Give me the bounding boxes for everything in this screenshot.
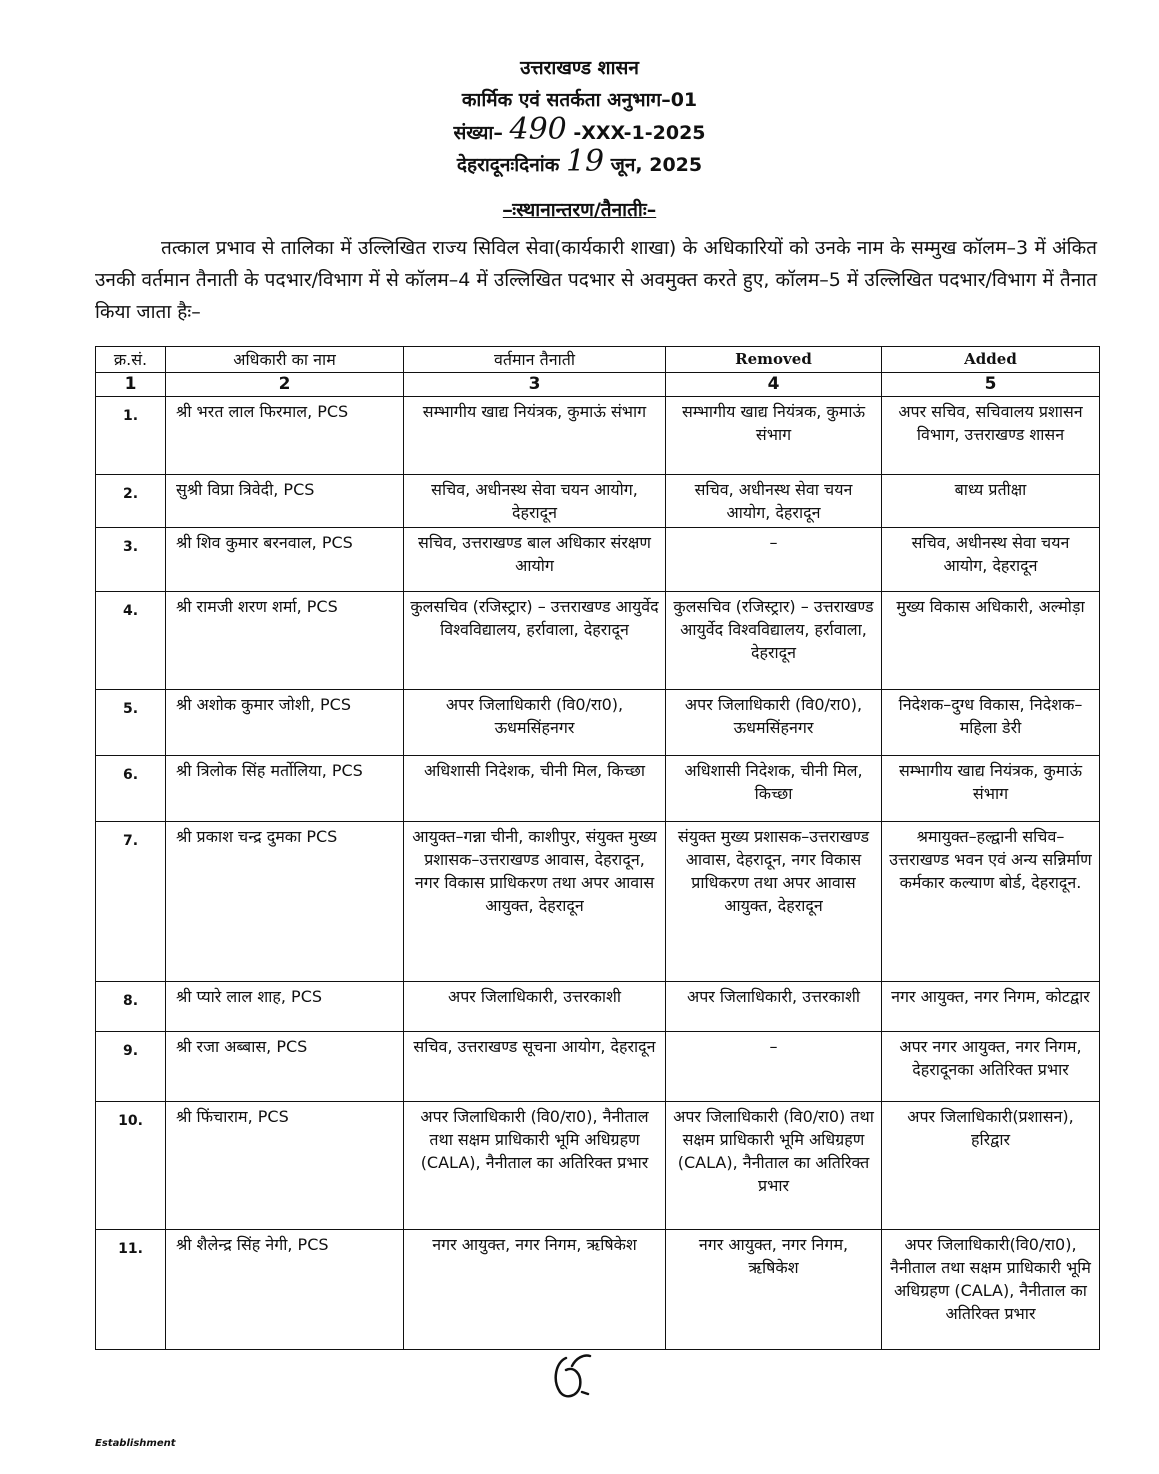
current-posting-cell: सचिव, उत्तराखण्ड बाल अधिकार संरक्षण आयोग	[404, 528, 666, 592]
serial-cell: 3.	[96, 528, 166, 592]
current-posting-cell: आयुक्त–गन्ना चीनी, काशीपुर, संयुक्त मुख्य प्रशासक–उत्तराखण्ड आवास, देहरादून, नगर विकास प्राधिकरण तथा अपर आवास आयुक्त, देहरादून	[404, 822, 666, 982]
table-row	[96, 1102, 1100, 1230]
officer-name-cell: श्री रजा अब्बास, PCS	[166, 1032, 404, 1102]
column-number: 1	[96, 373, 166, 397]
officer-name-cell: श्री भरत लाल फिरमाल, PCS	[166, 397, 404, 475]
header-added: Added	[882, 347, 1100, 373]
table-row	[96, 756, 1100, 822]
added-cell: निदेशक–दुग्ध विकास, निदेशक–महिला डेरी	[882, 690, 1100, 756]
order-paragraph: तत्काल प्रभाव से तालिका में उल्लिखित राज्य सिविल सेवा(कार्यकारी शाखा) के अधिकारियों को उनके नाम के सम्मुख कॉलम–3 में अंकित उनकी वर्तमान तैनाती के पदभार/विभाग में से कॉलम–4 में उल्लिखित पदभार से अवमुक्त करते हुए, कॉलम–5 में उल्लिखित पदभार/विभाग में तैनात किया जाता हैः–	[95, 237, 1097, 323]
officer-name-cell: श्री प्रकाश चन्द्र दुमका PCS	[166, 822, 404, 982]
current-posting-cell: सचिव, अधीनस्थ सेवा चयन आयोग, देहरादून	[404, 475, 666, 528]
header-removed: Removed	[666, 347, 882, 373]
table-row	[96, 592, 1100, 690]
officer-name-cell: सुश्री विप्रा त्रिवेदी, PCS	[166, 475, 404, 528]
officer-name-cell: श्री त्रिलोक सिंह मर्तोलिया, PCS	[166, 756, 404, 822]
serial-cell: 10.	[96, 1102, 166, 1230]
removed-cell: संयुक्त मुख्य प्रशासक–उत्तराखण्ड आवास, देहरादून, नगर विकास प्राधिकरण तथा अपर आवास आयुक्त, देहरादून	[666, 822, 882, 982]
current-posting-cell: कुलसचिव (रजिस्ट्रार) – उत्तराखण्ड आयुर्वेद विश्वविद्यालय, हर्रावाला, देहरादून	[404, 592, 666, 690]
removed-cell: –	[666, 528, 882, 592]
column-number: 3	[404, 373, 666, 397]
removed-cell: नगर आयुक्त, नगर निगम, ऋषिकेश	[666, 1230, 882, 1350]
removed-cell: अधिशासी निदेशक, चीनी मिल, किच्छा	[666, 756, 882, 822]
serial-cell: 11.	[96, 1230, 166, 1350]
serial-cell: 8.	[96, 982, 166, 1032]
order-number-handwritten: 490	[509, 112, 567, 147]
serial-cell: 5.	[96, 690, 166, 756]
officer-name-cell: श्री रामजी शरण शर्मा, PCS	[166, 592, 404, 690]
serial-cell: 9.	[96, 1032, 166, 1102]
removed-cell: सम्भागीय खाद्य नियंत्रक, कुमाऊं संभाग	[666, 397, 882, 475]
officer-name-cell: श्री शैलेन्द्र सिंह नेगी, PCS	[166, 1230, 404, 1350]
removed-cell: –	[666, 1032, 882, 1102]
removed-cell: कुलसचिव (रजिस्ट्रार) – उत्तराखण्ड आयुर्वेद विश्वविद्यालय, हर्रावाला, देहरादून	[666, 592, 882, 690]
table-row	[96, 475, 1100, 528]
header-government: उत्तराखण्ड शासन	[520, 57, 639, 79]
table-row	[96, 982, 1100, 1032]
order-number	[0, 112, 1159, 147]
serial-cell: 4.	[96, 592, 166, 690]
current-posting-cell: सचिव, उत्तराखण्ड सूचना आयोग, देहरादून	[404, 1032, 666, 1102]
table-row	[96, 397, 1100, 475]
added-cell: अपर नगर आयुक्त, नगर निगम, देहरादूनका अतिरिक्त प्रभार	[882, 1032, 1100, 1102]
order-number-suffix: -XXX-1-2025	[573, 122, 706, 144]
serial-cell: 1.	[96, 397, 166, 475]
removed-cell: अपर जिलाधिकारी, उत्तरकाशी	[666, 982, 882, 1032]
current-posting-cell: अधिशासी निदेशक, चीनी मिल, किच्छा	[404, 756, 666, 822]
order-number-prefix: संख्या–	[453, 122, 503, 144]
serial-cell: 6.	[96, 756, 166, 822]
current-posting-cell: सम्भागीय खाद्य नियंत्रक, कुमाऊं संभाग	[404, 397, 666, 475]
header-current-posting: वर्तमान तैनाती	[404, 347, 666, 373]
current-posting-cell: अपर जिलाधिकारी (वि0/रा0), नैनीताल तथा सक्षम प्राधिकारी भूमि अधिग्रहण (CALA), नैनीताल का अतिरिक्त प्रभार	[404, 1102, 666, 1230]
table-row	[96, 1230, 1100, 1350]
table-row	[96, 1032, 1100, 1102]
signature-mark	[548, 1352, 608, 1402]
current-posting-cell: नगर आयुक्त, नगर निगम, ऋषिकेश	[404, 1230, 666, 1350]
added-cell: सम्भागीय खाद्य नियंत्रक, कुमाऊं संभाग	[882, 756, 1100, 822]
officer-name-cell: श्री अशोक कुमार जोशी, PCS	[166, 690, 404, 756]
header-officer-name: अधिकारी का नाम	[166, 347, 404, 373]
column-number-row	[96, 373, 1100, 397]
transfer-table	[95, 346, 1100, 1350]
officer-name-cell: श्री शिव कुमार बरनवाल, PCS	[166, 528, 404, 592]
header-serial: क्र.सं.	[96, 347, 166, 373]
added-cell: नगर आयुक्त, नगर निगम, कोटद्वार	[882, 982, 1100, 1032]
header-department: कार्मिक एवं सतर्कता अनुभाग–01	[461, 89, 698, 111]
added-cell: अपर सचिव, सचिवालय प्रशासन विभाग, उत्तराखण्ड शासन	[882, 397, 1100, 475]
column-number: 5	[882, 373, 1100, 397]
added-cell: बाध्य प्रतीक्षा	[882, 475, 1100, 528]
footer-label: Establishment	[95, 1438, 176, 1449]
subject-heading: –ःस्थानान्तरण/तैनातीः–	[502, 199, 657, 221]
added-cell: अपर जिलाधिकारी(वि0/रा0), नैनीताल तथा सक्षम प्राधिकारी भूमि अधिग्रहण (CALA), नैनीताल का अतिरिक्त प्रभार	[882, 1230, 1100, 1350]
removed-cell: अपर जिलाधिकारी (वि0/रा0), ऊधमसिंहनगर	[666, 690, 882, 756]
order-date-prefix: देहरादूनःदिनांक	[456, 154, 560, 176]
column-number: 2	[166, 373, 404, 397]
serial-cell: 7.	[96, 822, 166, 982]
column-number: 4	[666, 373, 882, 397]
officer-name-cell: श्री फिंचाराम, PCS	[166, 1102, 404, 1230]
order-date-handwritten: 19	[565, 144, 605, 179]
order-date-suffix: जून, 2025	[610, 154, 703, 176]
added-cell: श्रमायुक्त–हल्द्वानी सचिव–उत्तराखण्ड भवन एवं अन्य सन्निर्माण कर्मकार कल्याण बोर्ड, देहरादून.	[882, 822, 1100, 982]
removed-cell: सचिव, अधीनस्थ सेवा चयन आयोग, देहरादून	[666, 475, 882, 528]
removed-cell: अपर जिलाधिकारी (वि0/रा0) तथा सक्षम प्राधिकारी भूमि अधिग्रहण (CALA), नैनीताल का अतिरिक्त प्रभार	[666, 1102, 882, 1230]
serial-cell: 2.	[96, 475, 166, 528]
table-row	[96, 528, 1100, 592]
table-header-row	[96, 347, 1100, 373]
order-date	[0, 144, 1159, 179]
officer-name-cell: श्री प्यारे लाल शाह, PCS	[166, 982, 404, 1032]
added-cell: सचिव, अधीनस्थ सेवा चयन आयोग, देहरादून	[882, 528, 1100, 592]
added-cell: अपर जिलाधिकारी(प्रशासन), हरिद्वार	[882, 1102, 1100, 1230]
added-cell: मुख्य विकास अधिकारी, अल्मोड़ा	[882, 592, 1100, 690]
current-posting-cell: अपर जिलाधिकारी (वि0/रा0), ऊधमसिंहनगर	[404, 690, 666, 756]
table-row	[96, 822, 1100, 982]
table-row	[96, 690, 1100, 756]
current-posting-cell: अपर जिलाधिकारी, उत्तरकाशी	[404, 982, 666, 1032]
